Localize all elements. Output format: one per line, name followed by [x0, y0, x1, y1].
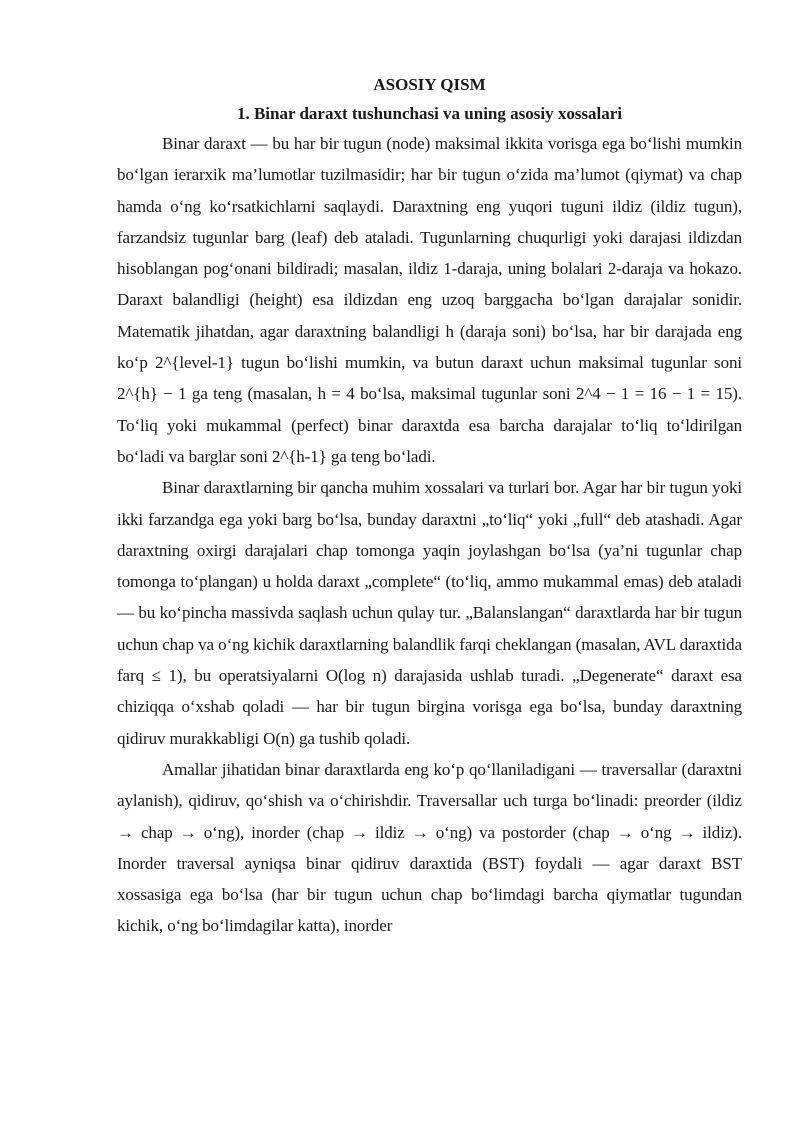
section-heading: ASOSIY QISM [373, 75, 486, 94]
document-page [117, 70, 742, 942]
paragraph-3: Amallar jihatidan binar daraxtlarda eng ko‘p qo‘llaniladigani — traversallar (daraxtni aylanish), qidiruv, qo‘shish va o‘chirishdir. Traversallar uch turga bo‘linadi: preorder (ildiz → chap → o‘ng), inorder (chap → ildiz → o‘ng) va postorder (chap → o‘ng → ildiz). Inorder traversal ayniqsa binar qidiruv daraxtida (BST) foydali — agar daraxt BST xossasiga ega bo‘lsa (har bir tugun uchun chap bo‘limdagi barcha qiymatlar tugundan kichik, o‘ng bo‘limdagilar katta), inorder [117, 759, 742, 936]
section-subheading: 1. Binar daraxt tushunchasi va uning asosiy xossalari [236, 104, 623, 123]
paragraph-2: Binar daraxtlarning bir qancha muhim xossalari va turlari bor. Agar har bir tugun yoki ikki farzandga ega yoki barg bo‘lsa, bunday daraxtni „to‘liq“ yoki „full“ deb atashadi. Agar daraxtning oxirgi darajalari chap tomonga yaqin joylashgan bo‘lsa (ya’ni tugunlar chap tomonga to‘plangan) u holda daraxt „complete“ (to‘liq, ammo mukammal emas) deb ataladi — bu ko‘pincha massivda saqlash uchun qulay tur. „Balanslangan“ daraxtlarda har bir tugun uchun chap va o‘ng kichik daraxtlarning balandlik farqi cheklangan (masalan, AVL daraxtida farq ≤ 1), bu operatsiyalarni O(log n) darajasida ushlab turadi. „Degenerate“ daraxt esa chiziqqa o‘xshab qoladi — har bir tugun birgina vorisga ega bo‘lsa, bunday daraxtning qidiruv murakkabligi O(n) ga tushib qoladi. [117, 478, 742, 748]
paragraph-1: Binar daraxt — bu har bir tugun (node) maksimal ikkita vorisga ega bo‘lishi mumkin bo‘lgan ierarxik ma’lumotlar tuzilmasidir; har bir tugun o‘zida ma’lumot (qiymat) va chap hamda o‘ng ko‘rsatkichlarni saqlaydi. Daraxtning eng yuqori tuguni ildiz (ildiz tugun), farzandsiz tugunlar barg (leaf) deb ataladi. Tugunlarning chuqurligi yoki darajasi ildizdan hisoblangan pog‘onani bildiradi; masalan, ildiz 1-daraja, uning bolalari 2-daraja va hokazo. Daraxt balandligi (height) esa ildizdan eng uzoq barggacha bo‘lgan darajalar sonidir. Matematik jihatdan, agar daraxtning balandligi h (daraja soni) bo‘lsa, har bir darajada eng ko‘p 2^{level-1} tugun bo‘lishi mumkin, va butun daraxt uchun maksimal tugunlar soni 2^{h} − 1 ga teng (masalan, h = 4 bo‘lsa, maksimal tugunlar soni 2^4 − 1 = 16 − 1 = 15). To‘liq yoki mukammal (perfect) binar daraxtda esa barcha darajalar to‘liq to‘ldirilgan bo‘ladi va barglar soni 2^{h-1} ga teng bo‘ladi. [117, 134, 742, 466]
